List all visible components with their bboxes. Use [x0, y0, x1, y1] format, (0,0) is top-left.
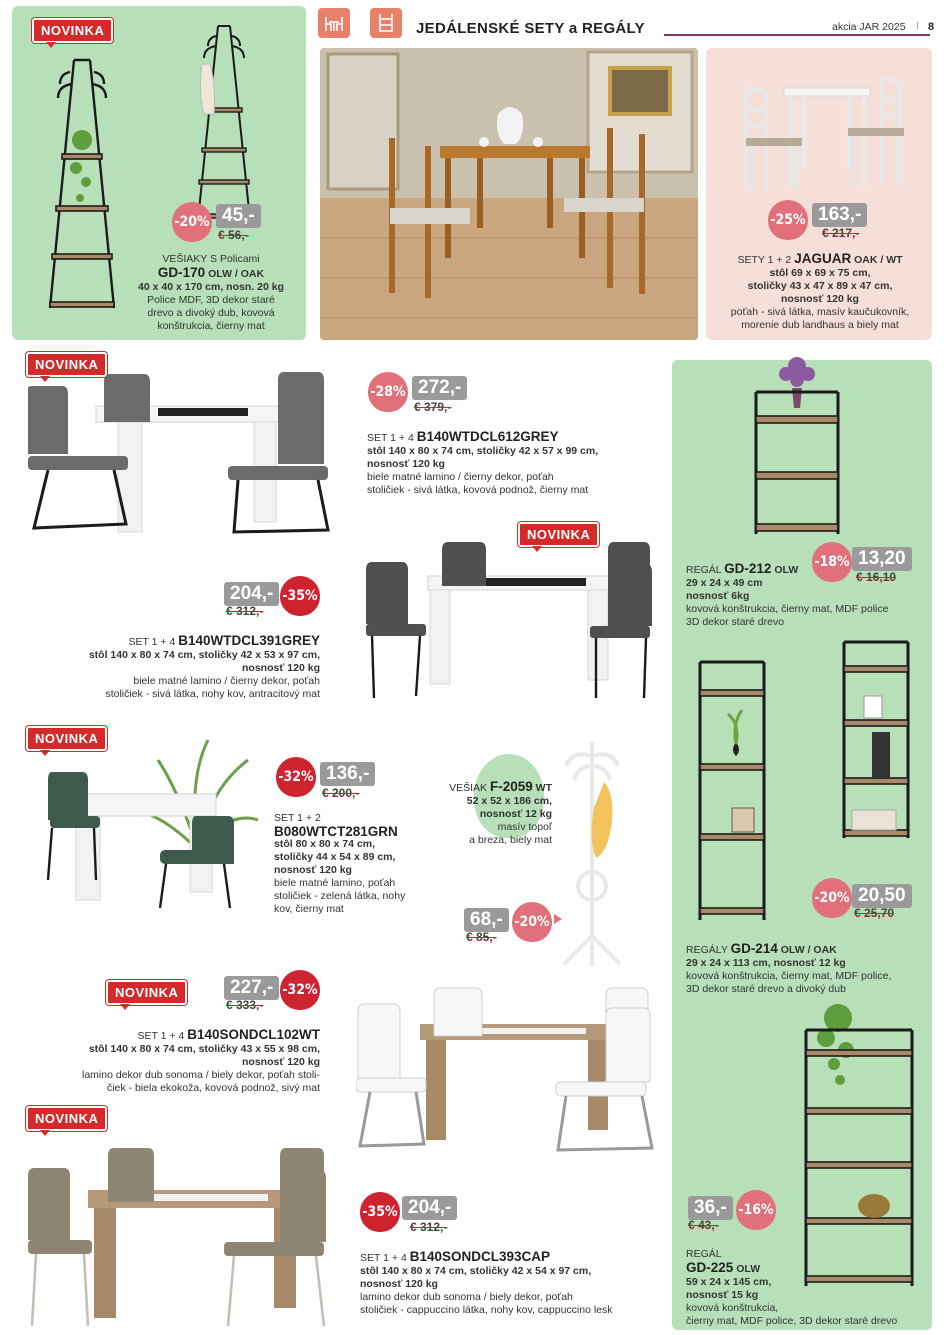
product-model: F-2059	[489, 779, 533, 794]
product-model-suffix: WT	[535, 782, 552, 794]
product-line: nosnosť 6kg	[686, 590, 750, 602]
product-line: stôl 140 x 80 x 74 cm, stoličky 43 x 55 x 98 cm,	[88, 1043, 320, 1055]
product-info	[686, 942, 926, 996]
product-line: stoličky 44 x 54 x 89 cm,	[274, 851, 396, 863]
gd170-panel	[12, 6, 306, 340]
coat-rack-image-2	[192, 24, 256, 224]
price: 68,-	[464, 908, 509, 932]
product-model-suffix: OLW / OAK	[208, 268, 265, 280]
product-info	[40, 1028, 320, 1095]
page-title: JEDÁLENSKÉ SETY a REGÁLY	[416, 20, 645, 37]
product-line: lamino dekor dub sonoma / biely dekor, poťah stoli-	[82, 1069, 320, 1081]
product-type: SETY 1 + 2	[737, 254, 792, 266]
product-line: konštrukcia, čierny mat	[157, 320, 265, 332]
product-model-line	[360, 1250, 670, 1265]
product-line: nosnosť 120 kg	[242, 1056, 320, 1068]
price: 36,-	[688, 1196, 733, 1220]
new-badge: NOVINKA	[26, 352, 107, 377]
new-badge: NOVINKA	[26, 726, 107, 751]
price: 204,-	[402, 1196, 457, 1220]
product-model: GD-212	[724, 561, 772, 576]
product-line: biele matné lamino, poťah	[274, 877, 396, 889]
product-line: lamino dekor dub sonoma / biely dekor, poťah	[360, 1291, 573, 1303]
dining-set-icon	[318, 8, 350, 38]
old-price: € 312,-	[226, 604, 264, 618]
product-line: stôl 140 x 80 x 74 cm, stoličky 42 x 57 x 99 cm,	[367, 445, 599, 457]
product-model-suffix: OAK / WT	[854, 254, 903, 266]
product-model: GD-225	[686, 1260, 734, 1275]
price: 204,-	[224, 582, 279, 606]
product-line: kov, čierny mat	[274, 903, 344, 915]
product-type: VEŠIAK	[449, 782, 488, 794]
gd225-image	[800, 990, 918, 1290]
product-line: stôl 69 x 69 x 75 cm,	[769, 267, 871, 279]
discount-badge: -20%	[512, 902, 552, 942]
product-line: kovová konštrukcia, čierny mat, MDF police,	[686, 970, 892, 982]
price: 272,-	[412, 376, 467, 400]
jaguar-set-image	[732, 58, 912, 198]
old-price: € 56,-	[218, 228, 249, 242]
product-info	[412, 780, 552, 847]
old-price: € 200,-	[322, 786, 360, 800]
gd214-image	[696, 660, 768, 922]
header	[318, 6, 938, 40]
product-line: stoličiek - sivá látka, kovová podnož, čierny mat	[367, 484, 589, 496]
discount-badge: -25%	[768, 200, 808, 240]
discount-badge: -20%	[812, 878, 852, 918]
product-line: stoličiek - cappuccino látka, nohy kov, cappuccino lesk	[360, 1304, 613, 1316]
set-b080-image	[40, 730, 268, 910]
old-price: € 16,10	[856, 570, 897, 584]
product-model-suffix: OLW / OAK	[780, 944, 837, 956]
product-info	[367, 430, 657, 497]
product-type: VEŠIAKY S Policami	[162, 253, 260, 265]
product-line: nosnosť 120 kg	[360, 1278, 438, 1290]
product-line: biele matné lamino / čierny dekor, poťah	[367, 471, 554, 483]
new-badge: NOVINKA	[518, 522, 599, 547]
new-badge: NOVINKA	[106, 980, 187, 1005]
product-model-line	[40, 634, 320, 649]
product-type: SET 1 + 4	[360, 1252, 407, 1264]
discount-badge: -35%	[280, 576, 320, 616]
promo-label: akcia JAR 2025	[832, 21, 906, 33]
product-info	[686, 562, 926, 629]
discount-badge: -32%	[280, 970, 320, 1010]
discount-badge: -28%	[368, 372, 408, 412]
old-price: € 312,-	[410, 1220, 448, 1234]
product-line: nosnosť 15 kg	[686, 1289, 759, 1301]
product-model-line	[40, 1028, 320, 1043]
product-model-suffix: OLW	[736, 1263, 761, 1275]
product-line: poťah - sivá látka, masív kaučukovník,	[730, 306, 910, 318]
product-type: REGÁLY	[686, 944, 728, 956]
product-type: SET 1 + 4	[128, 636, 176, 648]
product-line: nosnosť 120 kg	[367, 458, 445, 470]
product-line: 29 x 24 x 113 cm, nosnosť 12 kg	[686, 957, 846, 969]
product-model: JAGUAR	[794, 251, 852, 266]
product-info	[686, 1248, 930, 1328]
product-line: masív topoľ	[497, 821, 552, 833]
set-b140wtdcl612-image	[28, 366, 338, 536]
price: 20,50	[852, 884, 912, 908]
set-b140sondcl102-image	[356, 984, 660, 1154]
product-line: a breza, biely mat	[469, 834, 552, 846]
product-model: B140SONDCL102WT	[187, 1027, 320, 1042]
old-price: € 85,-	[466, 930, 497, 944]
arrow-icon	[554, 914, 562, 924]
discount-badge: -20%	[172, 202, 212, 242]
product-line: 3D dekor staré drevo a divoký dub	[686, 983, 846, 995]
product-line: 59 x 24 x 145 cm,	[686, 1276, 772, 1288]
product-model-line	[712, 252, 928, 267]
product-model: B140WTDCL612GREY	[416, 429, 559, 444]
product-model-suffix: OLW	[774, 564, 799, 576]
product-line: Police MDF, 3D dekor staré	[147, 294, 275, 306]
product-line: biele matné lamino / čierny dekor, poťah	[133, 675, 320, 687]
product-line: 40 x 40 x 170 cm, nosn. 20 kg	[138, 281, 284, 293]
product-line: stoličiek - sivá látka, nohy kov, antracitový mat	[105, 688, 320, 700]
product-line: nosnosť 120 kg	[781, 293, 859, 305]
old-price: € 379,-	[414, 400, 452, 414]
product-model: B140SONDCL393CAP	[409, 1249, 551, 1264]
product-line: čiek - biela ekokoža, kovová podnož, sivý mat	[106, 1082, 320, 1094]
coat-rack-image	[44, 58, 120, 320]
page-number: 8	[928, 21, 935, 33]
product-model-line	[686, 1261, 930, 1276]
product-line: kovová konštrukcia, čierny mat, MDF police	[686, 603, 889, 615]
product-line: 29 x 24 x 49 cm	[686, 577, 763, 589]
product-info	[40, 634, 320, 701]
header-separator: I	[916, 21, 919, 32]
product-line: stoličky 43 x 47 x 89 x 47 cm,	[747, 280, 893, 292]
product-info	[274, 812, 434, 916]
product-type: SET 1 + 4	[367, 432, 414, 444]
product-type: REGÁL	[686, 1248, 722, 1260]
header-rule	[664, 34, 930, 36]
product-line: stoličiek - zelená látka, nohy	[274, 890, 406, 902]
product-model: GD-170	[157, 265, 206, 280]
product-line: 3D dekor staré drevo	[686, 616, 785, 628]
product-line: stôl 140 x 80 x 74 cm, stoličky 42 x 54 x 97 cm,	[360, 1265, 592, 1277]
product-line: čierny mat, MDF police, 3D dekor staré drevo	[686, 1315, 898, 1327]
product-type: REGÁL	[686, 564, 722, 576]
discount-badge: -32%	[276, 757, 316, 797]
gd214-image-2	[840, 640, 912, 840]
set-b140sondcl393-image	[28, 1140, 340, 1330]
product-model-line	[686, 942, 926, 957]
jaguar-panel	[706, 48, 932, 340]
price: 45,-	[216, 204, 261, 228]
product-line: nosnosť 120 kg	[242, 662, 320, 674]
discount-badge: -18%	[812, 542, 852, 582]
price: 163,-	[812, 203, 867, 227]
product-line: morenie dub landhaus a biely mat	[741, 319, 899, 331]
product-line: stôl 80 x 80 x 74 cm,	[274, 838, 375, 850]
product-model: GD-214	[730, 941, 778, 956]
product-model-line	[367, 430, 657, 445]
discount-badge: -16%	[736, 1190, 776, 1230]
old-price: € 43,-	[688, 1218, 719, 1232]
product-type: SET 1 + 2	[274, 812, 321, 824]
set-b140wtdcl391-image	[364, 540, 660, 700]
product-line: nosnosť 12 kg	[479, 808, 552, 820]
coat-stand-image	[554, 736, 630, 968]
product-model-line	[412, 780, 552, 795]
product-model: B140WTDCL391GREY	[178, 633, 320, 648]
product-info	[712, 252, 928, 332]
product-line: nosnosť 120 kg	[274, 864, 352, 876]
room-photo	[320, 48, 698, 340]
price: 227,-	[224, 976, 279, 1000]
price: 136,-	[320, 762, 375, 786]
product-model-line	[122, 266, 300, 281]
product-info	[122, 253, 300, 333]
discount-badge: -35%	[360, 1192, 400, 1232]
product-type: SET 1 + 4	[137, 1030, 185, 1042]
old-price: € 217,-	[822, 226, 860, 240]
product-model: B080WTCT281GRN	[274, 824, 398, 839]
product-line: stôl 140 x 80 x 74 cm, stoličky 42 x 53 x 97 cm,	[88, 649, 320, 661]
price: 13,20	[852, 547, 912, 571]
gd212-image	[752, 352, 842, 536]
product-line: kovová konštrukcia,	[686, 1302, 779, 1314]
shelf-icon	[370, 8, 402, 38]
old-price: € 333,-	[226, 998, 264, 1012]
product-info	[360, 1250, 670, 1317]
new-badge: NOVINKA	[26, 1106, 107, 1131]
new-badge: NOVINKA	[32, 18, 113, 43]
product-model-line	[686, 562, 926, 577]
old-price: € 25,70	[854, 906, 895, 920]
product-line: drevo a divoký dub, kovová	[147, 307, 275, 319]
product-line: 52 x 52 x 186 cm,	[466, 795, 552, 807]
